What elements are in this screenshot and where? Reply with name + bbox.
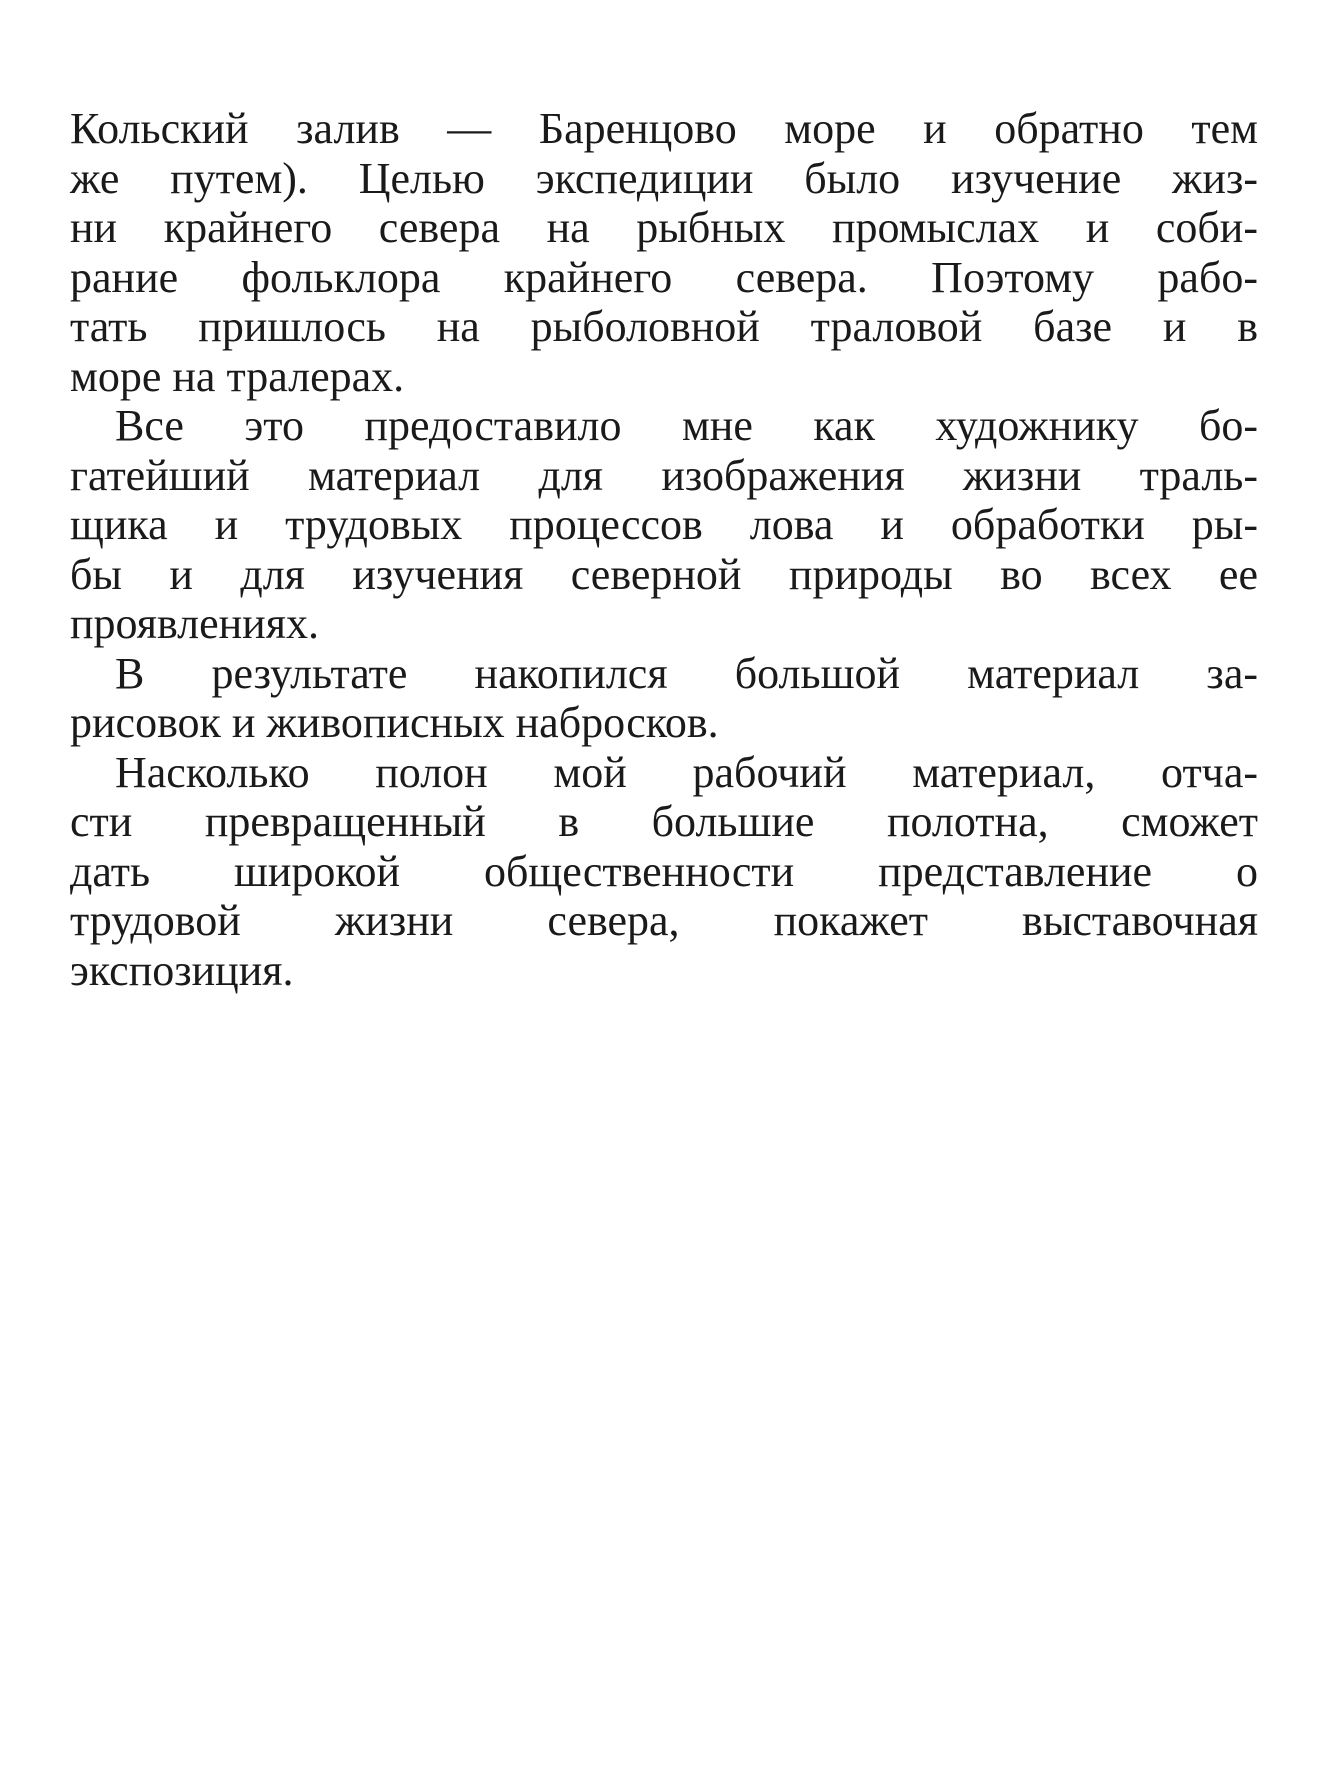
text-line: трудовой жизни севера, покажет выставочная [70, 896, 1258, 945]
text-line: сти превращенный в большие полотна, сможет [70, 797, 1258, 846]
text-line: дать широкой общественности представление о [70, 846, 1258, 896]
text-line: В результате накопился большой материал за- [115, 648, 1258, 698]
paragraph-3 [70, 649, 1258, 748]
text-line: Все это предоставило мне как художнику бо- [115, 401, 1258, 450]
text-line: ни крайнего севера на рыбных промыслах и соби- [70, 203, 1258, 252]
paragraph-1 [70, 104, 1258, 401]
text-line: бы и для изучения северной природы во всех ее [70, 549, 1258, 599]
text-line: экспозиция. [70, 945, 294, 995]
text-line: Насколько полон мой рабочий материал, отча- [115, 747, 1258, 797]
text-line: проявлениях. [70, 599, 319, 648]
text-line: море на тралерах. [70, 351, 405, 401]
text-line: рание фольклора крайнего севера. Поэтому рабо- [70, 252, 1258, 302]
text-line: тать пришлось на рыболовной траловой базе и в [70, 302, 1258, 351]
text-line: щика и трудовых процессов лова и обработки ры- [70, 500, 1258, 549]
text-line: рисовок и живописных набросков. [70, 698, 719, 747]
text-line: же путем). Целью экспедиции было изучение жиз- [70, 153, 1258, 203]
text-line: Кольский залив — Баренцово море и обратно тем [70, 104, 1258, 153]
text-line: гатейший материал для изображения жизни траль- [70, 450, 1258, 500]
paragraph-4 [70, 748, 1258, 996]
paragraph-2 [70, 401, 1258, 649]
body-text [70, 104, 1258, 995]
